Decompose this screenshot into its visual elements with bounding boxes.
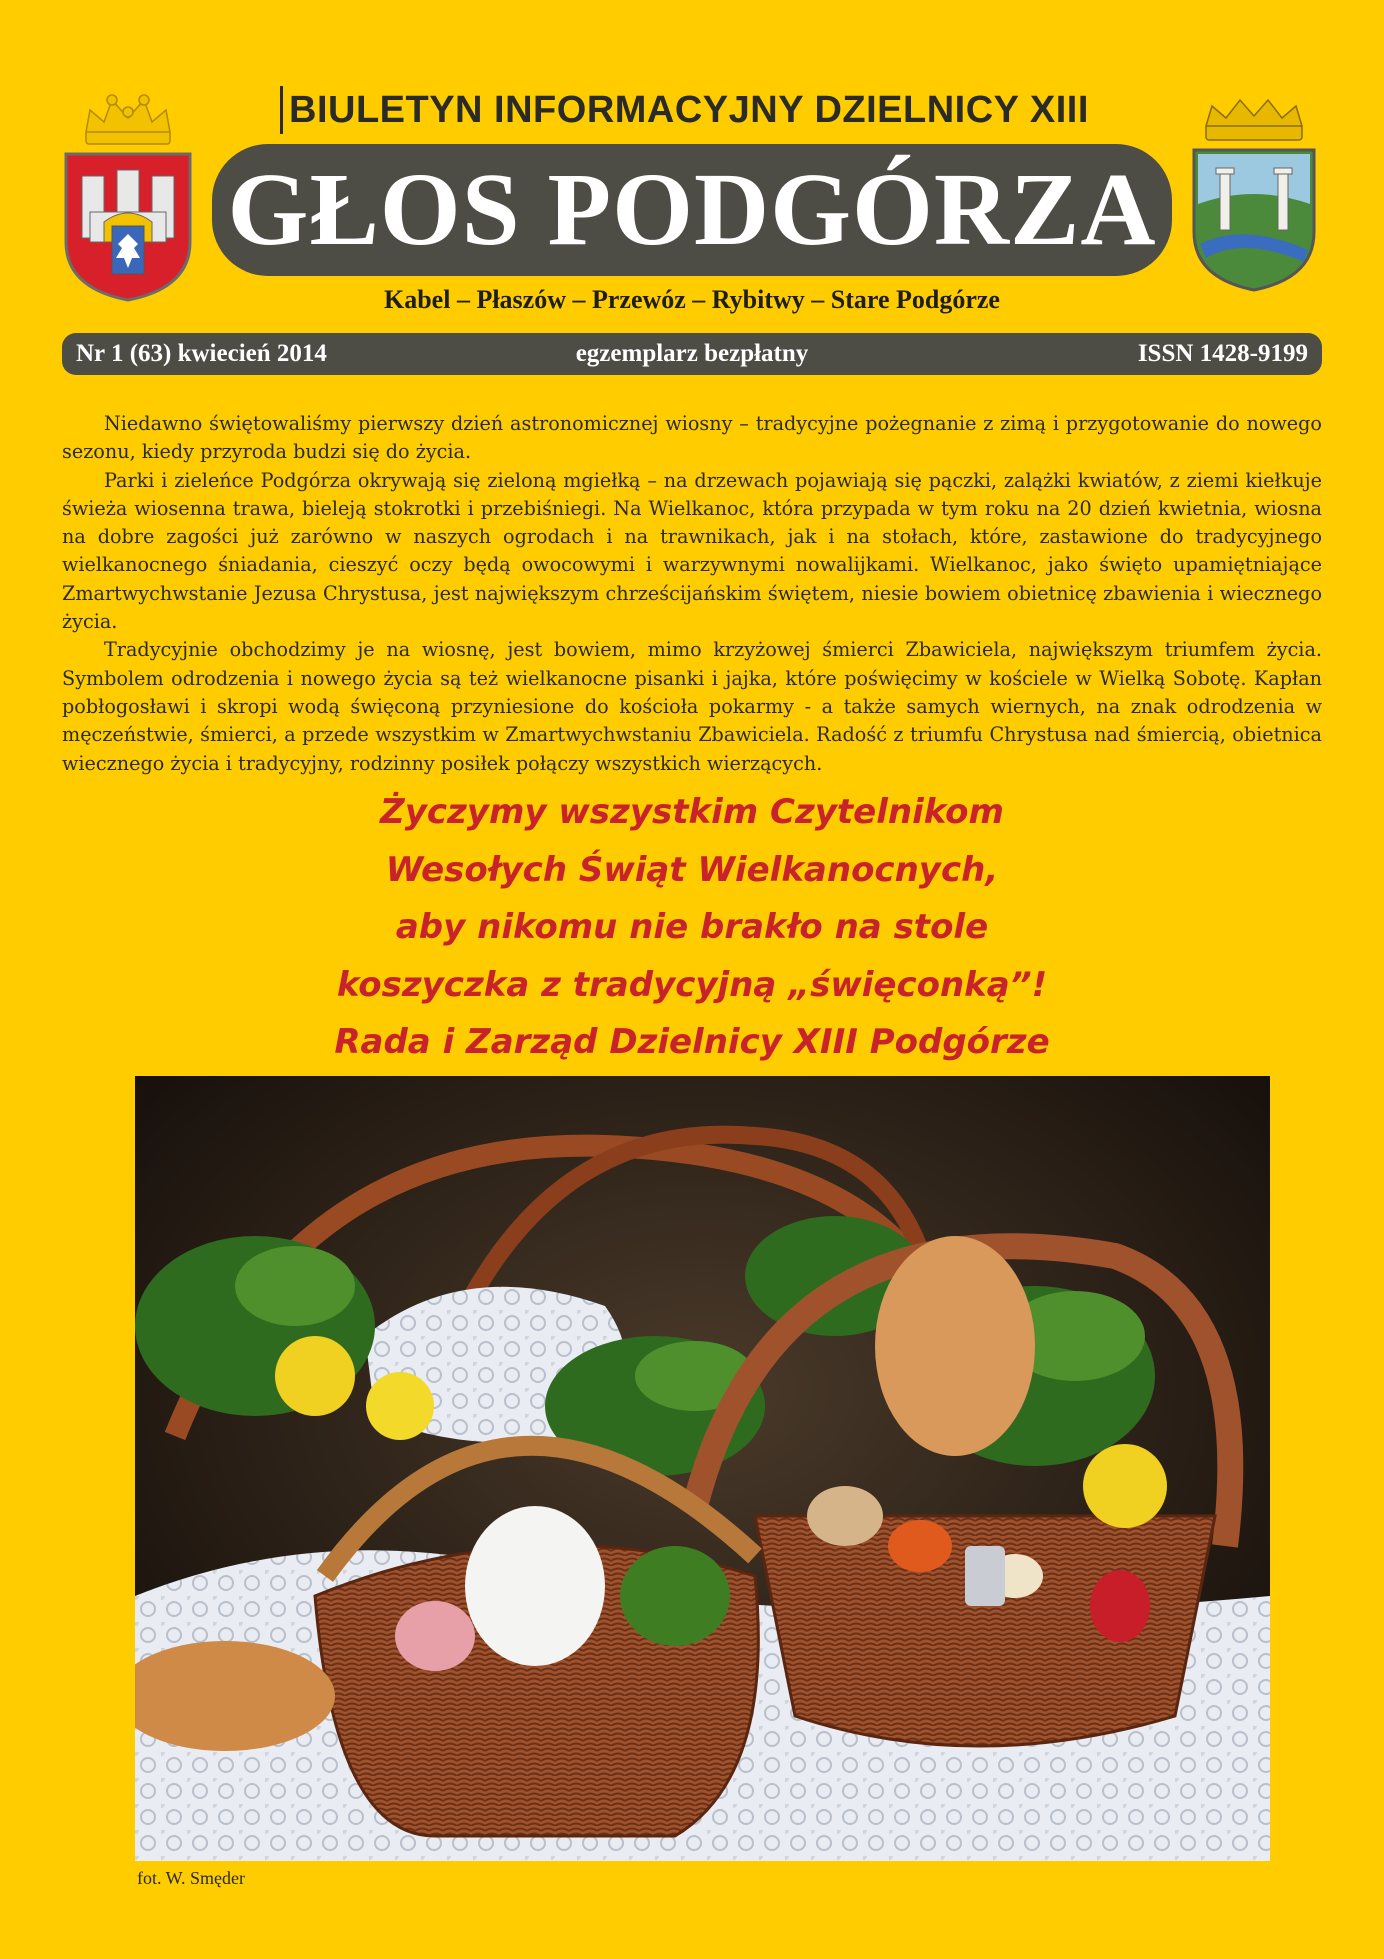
- issn-number: ISSN 1428-9199: [1137, 340, 1308, 367]
- wishes-line: aby nikomu nie brakło na stole: [395, 907, 989, 947]
- podgorze-coat-of-arms-icon: [1184, 94, 1324, 294]
- wishes-line: Życzymy wszystkim Czytelnikom: [380, 792, 1004, 832]
- price-note: egzemplarz bezpłatny: [575, 340, 809, 367]
- easter-baskets-photo: [135, 1076, 1270, 1861]
- article-paragraph: Niedawno świętowaliśmy pierwszy dzień astronomicznej wiosny – tradycyjne pożegnanie z zimą i przygotowanie do nowego sezonu, kiedy przyroda budzi się do życia.: [62, 412, 1322, 464]
- issue-number: Nr 1 (63) kwiecień 2014: [76, 340, 327, 367]
- easter-wishes: [100, 784, 1284, 1072]
- wishes-signature: Rada i Zarząd Dzielnicy XIII Podgórze: [334, 1022, 1050, 1062]
- article-body: [62, 410, 1322, 778]
- article-paragraph: Parki i zieleńce Podgórza okrywają się zieloną mgiełką – na drzewach pojawiają się pączki, zalążki kwiatów, z ziemi kiełkuje świeża wiosenna trawa, bieleją stokrotki i przebiśniegi. Na Wielkanoc, która przypada w tym roku na 20 dzień kwietnia, wiosna na dobre zagości już zarówno w naszych ogrodach i na trawnikach, jak i na stołach, które, zastawione do tradycyjnego wielkanocnego śniadania, cieszyć oczy będą owocowymi i warzywnymi nowalijkami. Wielkanoc, jako święto upamiętniające Zmartwychwstanie Jezusa Chrystusa, jest największym chrześcijańskim świętem, niesie bowiem obietnicę zbawienia i wiecznego życia.: [62, 468, 1322, 634]
- page-title: GŁOS PODGÓRZA: [212, 144, 1172, 276]
- issue-info-bar: [62, 333, 1322, 375]
- krakow-coat-of-arms-icon: [60, 92, 196, 302]
- article-paragraph: Tradycyjnie obchodzimy je na wiosnę, jest bowiem, mimo krzyżowej śmierci Zbawiciela, największym triumfem życia. Symbolem odrodzenia i nowego życia są też wielkanocne pisanki i jajka, które poświęcimy w kościele w Wielką Sobotę. Kapłan pobłogosławi i skropi wodą święconą przyniesione do kościoła pokarmy - a także samych wiernych, na znak odrodzenia w męczeństwie, śmierci, a przede wszystkim w Zmartwychwstaniu Zbawiciela. Radość z triumfu Chrystusa nad śmiercią, obietnica wiecznego życia i tradycyjny, rodzinny posiłek połączy wszystkich wierzących.: [62, 638, 1322, 775]
- wishes-line: Wesołych Świąt Wielkanocnych,: [385, 849, 999, 890]
- wishes-line: koszyczka z tradycyjną „święconką”!: [336, 964, 1048, 1005]
- photo-caption: fot. W. Smęder: [137, 1868, 245, 1888]
- bulletin-subtitle: BIULETYN INFORMACYJNY DZIELNICY XIII: [280, 86, 1129, 134]
- districts-line: Kabel – Płaszów – Przewóz – Rybitwy – Stare Podgórze: [384, 285, 1000, 314]
